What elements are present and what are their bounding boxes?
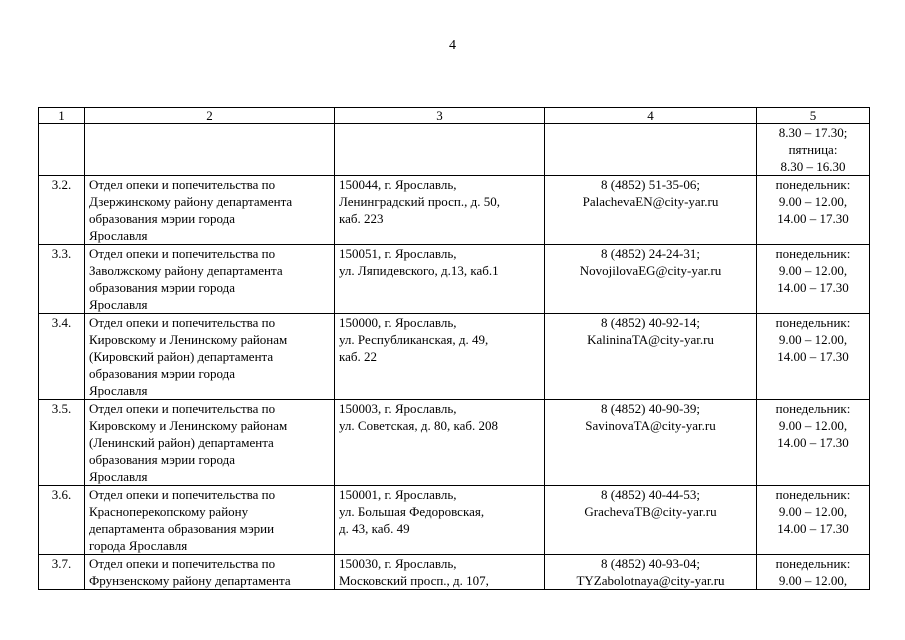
hours-line: понедельник: [775,556,851,571]
office-name-line: Заволжскому району департамента [89,263,283,278]
row-number-cell: 3.7. [39,555,85,590]
row-number-cell: 3.4. [39,314,85,400]
address-line: каб. 223 [339,211,384,226]
office-name-line: Отдел опеки и попечительства по [89,401,276,416]
address-cell [335,486,545,555]
hours-line: понедельник: [775,315,851,330]
address-cell [335,555,545,590]
column-header: 5 [757,108,870,124]
address-line: ул. Ляпидевского, д.13, каб.1 [339,263,499,278]
office-name-line: департамента образования мэрии [89,521,275,536]
contact-line: TYZabolotnaya@city-yar.ru [576,573,725,588]
hours-line: 9.00 – 12.00, [778,504,848,519]
hours-line: 8.30 – 17.30; [778,125,848,140]
office-name-line: Ярославля [89,228,148,243]
address-line: д. 43, каб. 49 [339,521,410,536]
contact-line: GrachevaTB@city-yar.ru [584,504,717,519]
column-header: 1 [39,108,85,124]
hours-cell [757,400,870,486]
offices-table [38,107,870,590]
hours-cell [757,176,870,245]
row-number-cell: 3.6. [39,486,85,555]
row-number-cell: 3.2. [39,176,85,245]
office-name-cell [85,314,335,400]
office-name-line: Ярославля [89,469,148,484]
address-line: ул. Большая Федоровская, [339,504,485,519]
contact-line: NovojilovaEG@city-yar.ru [579,263,722,278]
row-number-cell: 3.3. [39,245,85,314]
office-name-cell [85,245,335,314]
office-name-line: Дзержинскому району департамента [89,194,293,209]
hours-line: 14.00 – 17.30 [777,211,849,226]
hours-cell [757,245,870,314]
hours-cell [757,124,870,176]
hours-cell [757,314,870,400]
column-header: 4 [545,108,757,124]
contact-line: 8 (4852) 51-35-06; [601,177,700,192]
hours-line: понедельник: [775,401,851,416]
contact-line: 8 (4852) 24-24-31; [601,246,700,261]
table-row [39,400,870,486]
office-name-line: Красноперекопскому району [89,504,249,519]
address-line: 150051, г. Ярославль, [339,246,457,261]
hours-cell [757,486,870,555]
office-name-line: (Кировский район) департамента [89,349,274,364]
address-cell [335,176,545,245]
office-name-line: Отдел опеки и попечительства по [89,246,276,261]
office-name-line: Кировскому и Ленинскому районам [89,418,288,433]
office-name-line: Кировскому и Ленинскому районам [89,332,288,347]
office-name-line: Ярославля [89,383,148,398]
address-cell [335,124,545,176]
table-row [39,176,870,245]
hours-line: 8.30 – 16.30 [780,159,846,174]
contact-line: 8 (4852) 40-93-04; [601,556,700,571]
address-line: Ленинградский просп., д. 50, [339,194,500,209]
hours-line: понедельник: [775,487,851,502]
hours-line: 14.00 – 17.30 [777,349,849,364]
hours-line: 14.00 – 17.30 [777,280,849,295]
address-line: 150030, г. Ярославль, [339,556,457,571]
office-name-cell [85,400,335,486]
table-row [39,245,870,314]
address-line: 150044, г. Ярославль, [339,177,457,192]
address-line: 150001, г. Ярославль, [339,487,457,502]
contact-line: KalininaTA@city-yar.ru [587,332,714,347]
contact-cell [545,245,757,314]
office-name-line: Ярославля [89,297,148,312]
address-line: ул. Советская, д. 80, каб. 208 [339,418,499,433]
row-number-cell [39,124,85,176]
office-name-cell [85,486,335,555]
contact-cell [545,314,757,400]
contact-cell [545,176,757,245]
contact-line: 8 (4852) 40-92-14; [601,315,700,330]
contact-line: 8 (4852) 40-90-39; [601,401,700,416]
hours-line: 9.00 – 12.00, [778,418,848,433]
office-name-line: (Ленинский район) департамента [89,435,274,450]
address-line: каб. 22 [339,349,378,364]
hours-line: 9.00 – 12.00, [778,332,848,347]
hours-line: пятница: [788,142,838,157]
office-name-line: Фрунзенскому району департамента [89,573,291,588]
contact-cell [545,124,757,176]
office-name-line: образования мэрии города [89,280,235,295]
office-name-cell [85,555,335,590]
office-name-cell [85,176,335,245]
contact-cell [545,486,757,555]
contact-line: SavinovaTA@city-yar.ru [585,418,716,433]
column-header: 2 [85,108,335,124]
address-line: 150003, г. Ярославль, [339,401,457,416]
table-header-row [39,108,870,124]
office-name-line: Отдел опеки и попечительства по [89,556,276,571]
contact-cell [545,555,757,590]
address-cell [335,245,545,314]
page-number: 4 [449,38,456,53]
office-name-line: образования мэрии города [89,366,235,381]
hours-line: понедельник: [775,177,851,192]
hours-line: 9.00 – 12.00, [778,263,848,278]
hours-line: 9.00 – 12.00, [778,194,848,209]
table-row [39,486,870,555]
office-name-cell [85,124,335,176]
hours-cell [757,555,870,590]
office-name-line: Отдел опеки и попечительства по [89,315,276,330]
table-row [39,555,870,590]
address-line: ул. Республиканская, д. 49, [339,332,489,347]
table-row [39,314,870,400]
office-name-line: образования мэрии города [89,211,235,226]
contact-line: 8 (4852) 40-44-53; [601,487,700,502]
hours-line: 14.00 – 17.30 [777,435,849,450]
hours-line: 9.00 – 12.00, [778,573,848,588]
column-header: 3 [335,108,545,124]
contact-line: PalachevaEN@city-yar.ru [582,194,719,209]
office-name-line: Отдел опеки и попечительства по [89,487,276,502]
address-cell [335,400,545,486]
office-name-line: образования мэрии города [89,452,235,467]
table-row [39,124,870,176]
row-number-cell: 3.5. [39,400,85,486]
address-line: 150000, г. Ярославль, [339,315,457,330]
contact-cell [545,400,757,486]
hours-line: понедельник: [775,246,851,261]
office-name-line: города Ярославля [89,538,188,553]
hours-line: 14.00 – 17.30 [777,521,849,536]
office-name-line: Отдел опеки и попечительства по [89,177,276,192]
address-line: Московский просп., д. 107, [339,573,489,588]
address-cell [335,314,545,400]
